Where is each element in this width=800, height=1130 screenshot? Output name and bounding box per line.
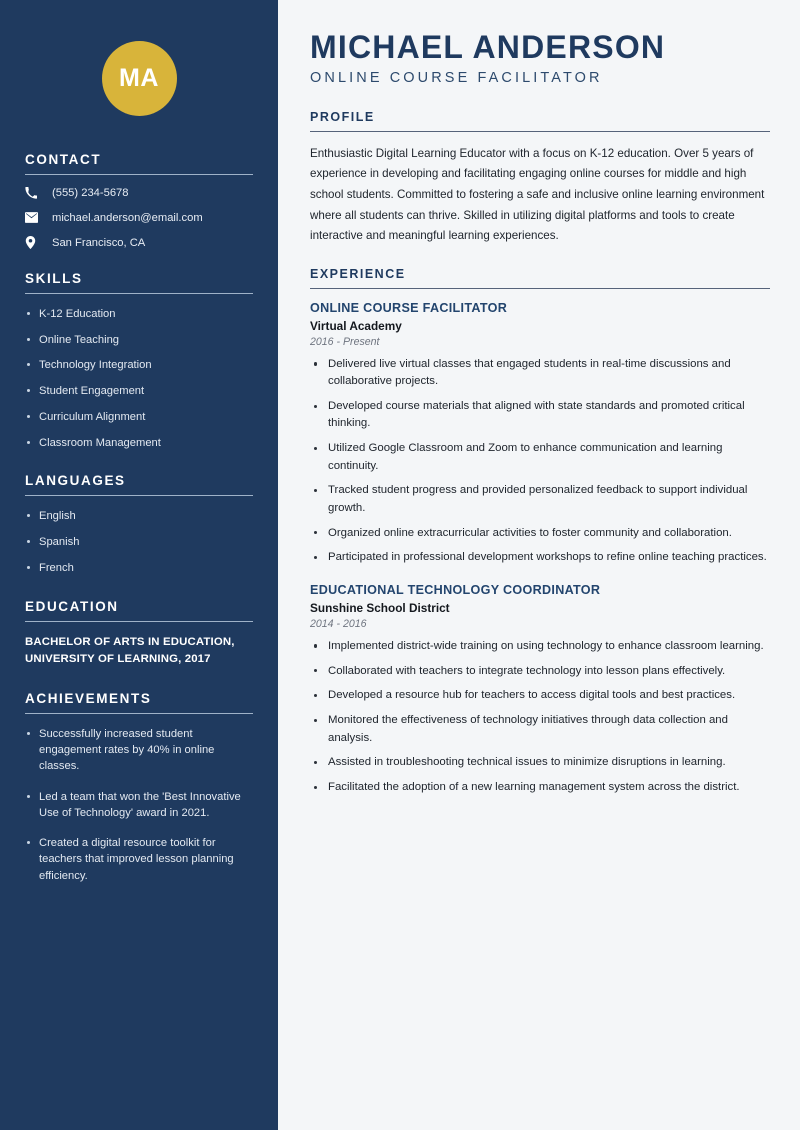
experience-entry xyxy=(310,583,770,797)
contact-item-email xyxy=(25,211,253,224)
avatar xyxy=(102,41,177,116)
avatar-container xyxy=(25,0,253,152)
list-item: Student Engagement xyxy=(25,383,253,399)
languages-divider xyxy=(25,495,253,496)
phone-icon xyxy=(25,187,43,199)
contact-value-email: michael.anderson@email.com xyxy=(52,211,203,224)
job-company: Sunshine School District xyxy=(310,600,450,615)
contact-item-location xyxy=(25,236,253,249)
sidebar xyxy=(0,0,278,1130)
profile-divider xyxy=(310,131,770,132)
list-item: Classroom Management xyxy=(25,435,253,451)
contact-section xyxy=(25,152,253,249)
list-item: Successfully increased student engagement rates by 40% in online classes. xyxy=(25,726,253,775)
list-item: Facilitated the adoption of a new learning management system across the district. xyxy=(310,779,770,796)
education-divider xyxy=(25,621,253,622)
experience-heading: EXPERIENCE xyxy=(310,266,406,281)
job-role-subtitle: ONLINE COURSE FACILITATOR xyxy=(310,69,603,86)
list-item: Assisted in troubleshooting technical issues to minimize disruptions in learning. xyxy=(310,754,770,771)
envelope-icon xyxy=(25,211,43,224)
list-item: Developed a resource hub for teachers to access digital tools and best practices. xyxy=(310,687,770,704)
list-item: Monitored the effectiveness of technology initiatives through data collection and analysis. xyxy=(310,712,770,747)
list-item: Created a digital resource toolkit for teachers that improved lesson planning efficiency. xyxy=(25,835,253,884)
list-item: Spanish xyxy=(25,534,253,550)
map-pin-icon xyxy=(25,236,43,249)
page-title: MICHAEL ANDERSON xyxy=(310,29,666,65)
list-item: Implemented district-wide training on using technology to enhance classroom learning. xyxy=(310,638,770,655)
profile-heading: PROFILE xyxy=(310,109,375,124)
experience-divider xyxy=(310,288,770,289)
achievements-section xyxy=(25,691,253,884)
contact-value-phone: (555) 234-5678 xyxy=(52,187,129,199)
contact-list xyxy=(25,187,253,249)
education-heading: EDUCATION xyxy=(25,598,119,614)
achievements-list xyxy=(25,726,253,884)
languages-heading: LANGUAGES xyxy=(25,472,126,488)
list-item: Organized online extracurricular activities to foster community and collaboration. xyxy=(310,525,770,542)
skills-heading: SKILLS xyxy=(25,271,83,286)
job-dates: 2014 - 2016 xyxy=(310,617,367,630)
job-title: EDUCATIONAL TECHNOLOGY COORDINATOR xyxy=(310,582,601,597)
languages-list xyxy=(25,508,253,577)
list-item: Tracked student progress and provided personalized feedback to support individual growth. xyxy=(310,482,770,517)
profile-section xyxy=(310,110,770,247)
job-title: ONLINE COURSE FACILITATOR xyxy=(310,300,508,315)
list-item: English xyxy=(25,508,253,524)
job-responsibilities xyxy=(310,638,770,797)
list-item: Collaborated with teachers to integrate technology into lesson plans effectively. xyxy=(310,663,770,680)
education-entry: BACHELOR OF ARTS IN EDUCATION, UNIVERSITY OF LEARNING, 2017 xyxy=(25,635,235,666)
list-item: Utilized Google Classroom and Zoom to enhance communication and learning continuity. xyxy=(310,440,770,475)
achievements-divider xyxy=(25,713,253,714)
languages-section xyxy=(25,473,253,577)
list-item: Led a team that won the 'Best Innovative Use of Technology' award in 2021. xyxy=(25,789,253,821)
skills-divider xyxy=(25,293,253,294)
list-item: Online Teaching xyxy=(25,332,253,348)
contact-divider xyxy=(25,174,253,175)
list-item: French xyxy=(25,560,253,576)
list-item: Developed course materials that aligned with state standards and promoted critical thinking. xyxy=(310,398,770,433)
experience-entry xyxy=(310,301,770,567)
achievements-heading: ACHIEVEMENTS xyxy=(25,690,152,706)
education-section xyxy=(25,599,253,669)
job-dates: 2016 - Present xyxy=(310,335,380,348)
experience-section xyxy=(310,267,770,797)
skills-list xyxy=(25,306,253,451)
list-item: Technology Integration xyxy=(25,357,253,373)
job-responsibilities xyxy=(310,356,770,567)
contact-item-phone xyxy=(25,187,253,199)
contact-value-location: San Francisco, CA xyxy=(52,236,146,249)
list-item: K-12 Education xyxy=(25,306,253,322)
main-column xyxy=(278,0,800,1130)
list-item: Delivered live virtual classes that engaged students in real-time discussions and collaborative projects. xyxy=(310,356,770,391)
list-item: Participated in professional development workshops to refine online teaching practices. xyxy=(310,549,770,566)
skills-section xyxy=(25,271,253,451)
profile-text: Enthusiastic Digital Learning Educator with a focus on K-12 education. Over 5 years of experience in developing and facilitating engaging online courses for middle and high school students. Committed to fostering a safe and inclusive online learning environment where all students can thrive. Skilled in utilizing digital platforms and tools to create interactive and meaningful learning experiences. xyxy=(310,146,765,243)
contact-heading: CONTACT xyxy=(25,152,102,167)
avatar-initials: MA xyxy=(119,63,159,92)
job-company: Virtual Academy xyxy=(310,318,402,333)
list-item: Curriculum Alignment xyxy=(25,409,253,425)
